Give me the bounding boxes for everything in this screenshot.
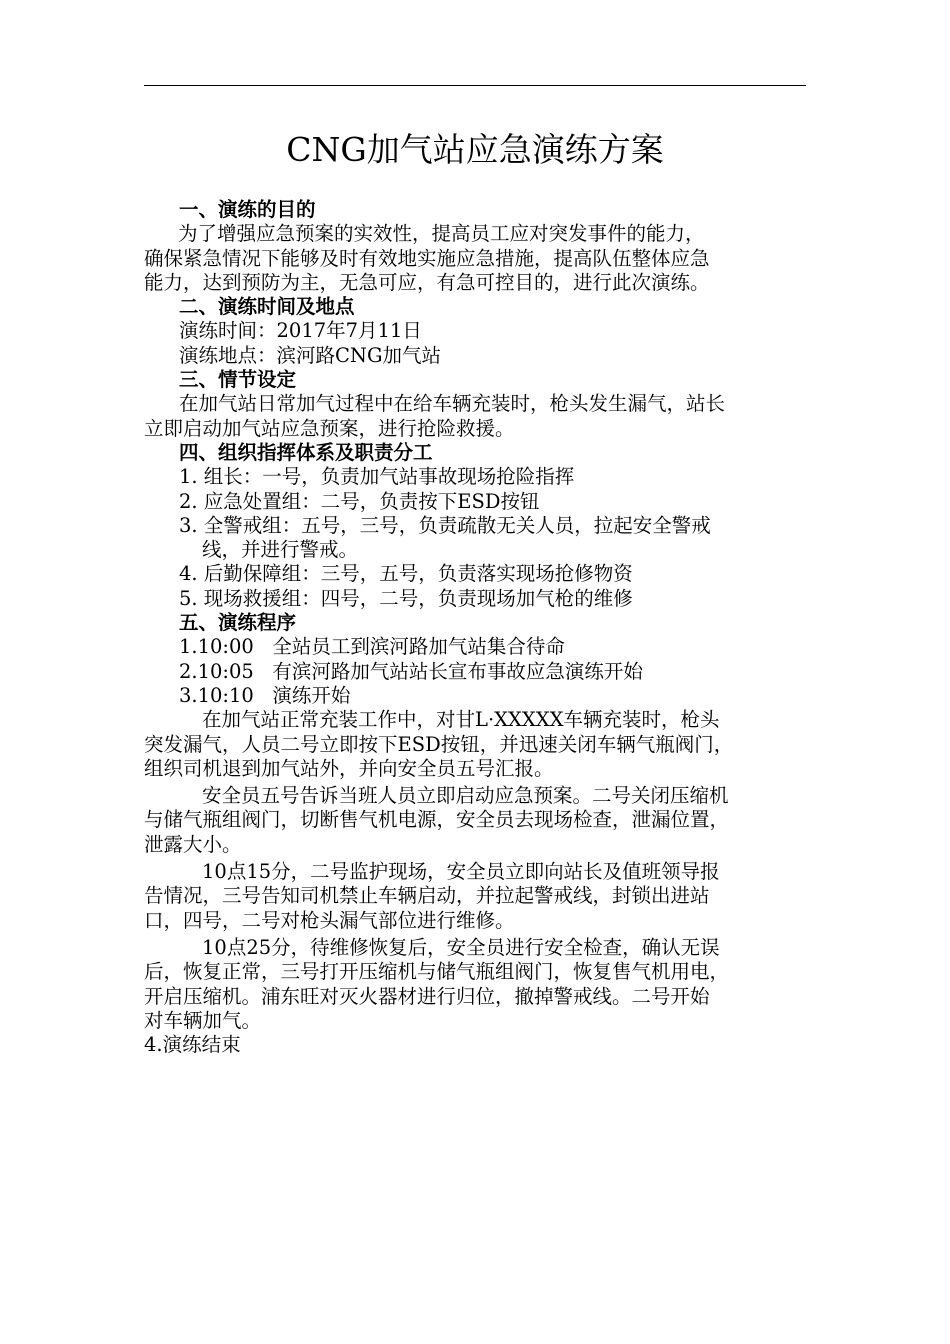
section-heading-time-place: 二、演练时间及地点 <box>179 295 355 319</box>
paragraph-line: 在加气站日常加气过程中在给车辆充装时，枪头发生漏气，站长 <box>179 392 726 416</box>
list-item-continuation: 线，并进行警戒。 <box>202 538 359 562</box>
drill-end: 4.演练结束 <box>144 1033 241 1057</box>
paragraph-line: 告情况，三号告知司机禁止车辆启动，并拉起警戒线，封锁出进站 <box>144 884 710 908</box>
paragraph-line: 与储气瓶组阀门，切断售气机电源，安全员去现场检查，泄漏位置， <box>144 808 730 832</box>
paragraph-line: 对车辆加气。 <box>144 1008 262 1032</box>
paragraph-line: 立即启动加气站应急预案，进行抢险救援。 <box>144 416 515 440</box>
paragraph-line: 口，四号，二号对枪头漏气部位进行维修。 <box>144 908 515 932</box>
list-item: 1. 组长：一号，负责加气站事故现场抢险指挥 <box>179 465 575 489</box>
paragraph-line: 为了增强应急预案的实效性，提高员工应对突发事件的能力， <box>178 222 705 246</box>
paragraph-line: 组织司机退到加气站外，并向安全员五号汇报。 <box>144 756 554 780</box>
section-heading-organization: 四、组织指挥体系及职责分工 <box>179 440 433 464</box>
paragraph-line: 安全员五号告诉当班人员立即启动应急预案。二号关闭压缩机 <box>202 784 729 808</box>
section-heading-scenario: 三、情节设定 <box>179 368 297 392</box>
paragraph-line: 能力，达到预防为主，无急可应，有急可控目的，进行此次演练。 <box>144 270 710 294</box>
procedure-step: 3.10:10 演练开始 <box>179 683 351 707</box>
paragraph-line: 开启压缩机。浦东旺对灭火器材进行归位，撤掉警戒线。二号开始 <box>144 984 710 1008</box>
document-body <box>144 198 806 1057</box>
drill-place: 演练地点：滨河路CNG加气站 <box>179 343 442 367</box>
paragraph-line: 在加气站正常充装工作中，对甘L·XXXXX车辆充装时，枪头 <box>202 708 720 732</box>
paragraph-line: 后，恢复正常，三号打开压缩机与储气瓶组阀门，恢复售气机用电， <box>144 960 730 984</box>
section-heading-procedure: 五、演练程序 <box>179 611 297 635</box>
procedure-step: 1.10:00 全站员工到滨河路加气站集合待命 <box>179 635 565 659</box>
list-item: 4. 后勤保障组：三号，五号，负责落实现场抢修物资 <box>179 562 633 586</box>
document-title: CNG加气站应急演练方案 <box>286 130 664 169</box>
procedure-step: 2.10:05 有滨河路加气站站长宣布事故应急演练开始 <box>179 659 643 683</box>
list-item: 3. 全警戒组：五号，三号，负责疏散无关人员，拉起安全警戒 <box>179 513 711 537</box>
paragraph-line: 10点25分，待维修恢复后，安全员进行安全检查，确认无误 <box>202 935 720 959</box>
list-item: 5. 现场救援组：四号，二号，负责现场加气枪的维修 <box>179 586 633 610</box>
section-heading-purpose: 一、演练的目的 <box>179 198 316 221</box>
list-item: 2. 应急处置组：二号，负责按下ESD按钮 <box>179 489 540 513</box>
header-rule <box>144 85 806 86</box>
paragraph-line: 泄露大小。 <box>144 832 242 856</box>
drill-time: 演练时间：2017年7月11日 <box>179 319 422 343</box>
paragraph-line: 10点15分，二号监护现场，安全员立即向站长及值班领导报 <box>202 860 720 884</box>
paragraph-line: 确保紧急情况下能够及时有效地实施应急措施，提高队伍整体应急 <box>144 246 710 270</box>
paragraph-line: 突发漏气，人员二号立即按下ESD按钮，并迅速关闭车辆气瓶阀门， <box>144 732 734 756</box>
